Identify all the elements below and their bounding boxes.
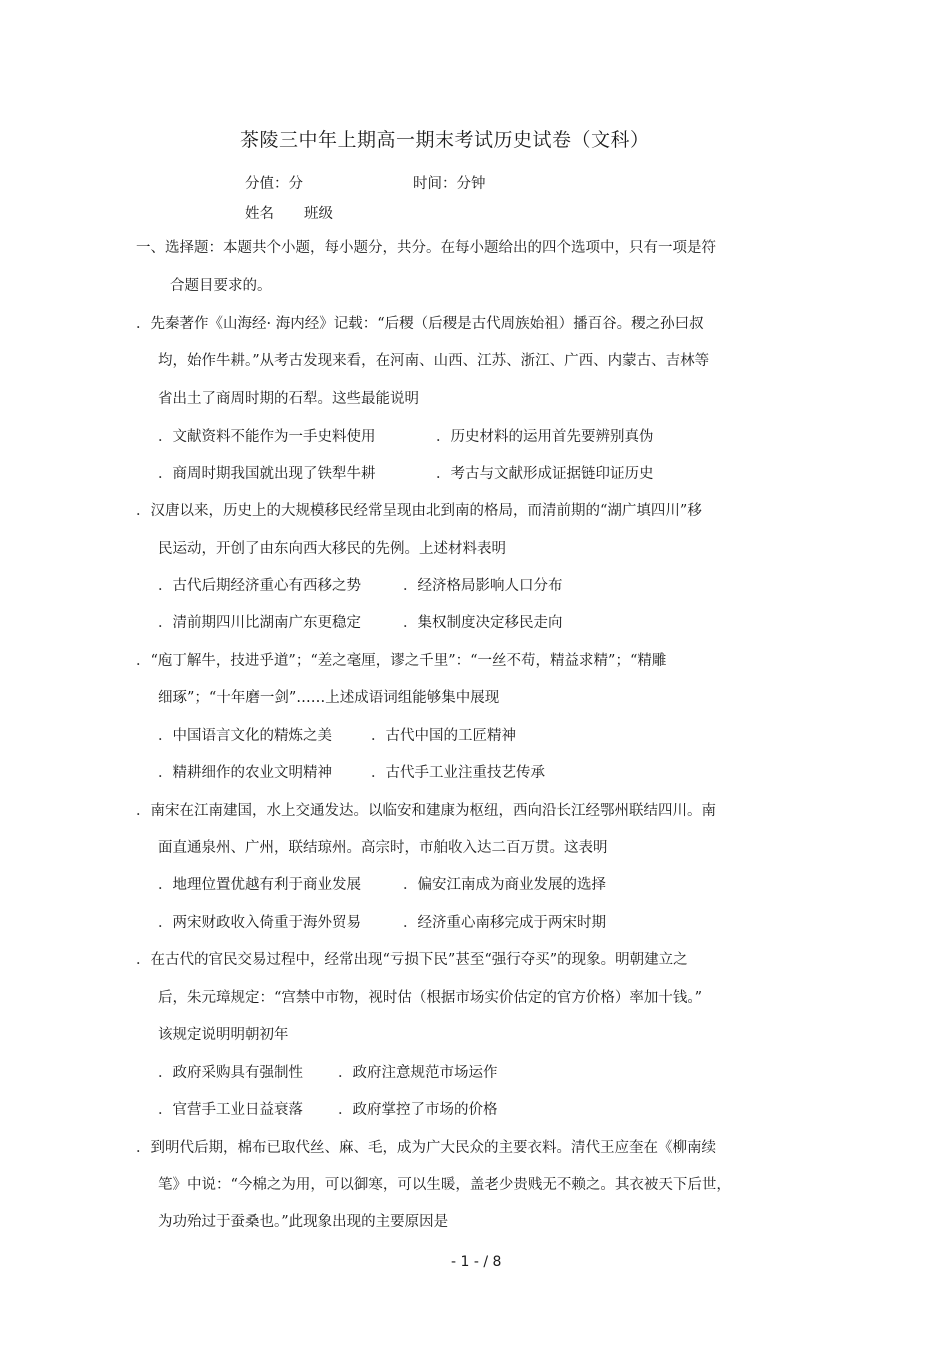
option-a: ．地理位置优越有利于商业发展: [158, 877, 361, 893]
option-d: ．集权制度决定移民走向: [403, 615, 563, 631]
question-stem-line: 后，朱元璋规定：“宫禁中市物，视时估（根据市场实价估定的官方价格）率加十钱。”: [158, 990, 703, 1006]
section-heading-line1: 一、选择题：本题共个小题，每小题分，共分。在每小题给出的四个选项中，只有一项是符: [136, 240, 716, 256]
option-c: ．精耕细作的农业文明精神: [158, 765, 332, 781]
score-label: 分值：分: [245, 176, 303, 192]
option-d: ．古代手工业注重技艺传承: [371, 765, 545, 781]
option-a: ．古代后期经济重心有西移之势: [158, 578, 361, 594]
option-a: ．中国语言文化的精炼之美: [158, 728, 332, 744]
question-stem-line: 细琢”；“十年磨一剑”……上述成语词组能够集中展现: [158, 690, 500, 706]
question-stem-line: 面直通泉州、广州，联结琼州。高宗时，市舶收入达二百万贯。这表明: [158, 840, 608, 856]
question-stem-line: ．南宋在江南建国，水上交通发达。以临安和建康为枢纽，西向沿长江经鄂州联结四川。南: [136, 803, 716, 819]
option-d: ．经济重心南移完成于两宋时期: [403, 915, 606, 931]
question-stem-line: ．汉唐以来，历史上的大规模移民经常呈现由北到南的格局，而清前期的“湖广填四川”移: [136, 503, 702, 519]
question-stem-line: ．先秦著作《山海经· 海内经》记载：“后稷（后稷是古代周族始祖）播百谷。稷之孙曰叔: [136, 316, 704, 332]
question-stem-line: 该规定说明明朝初年: [158, 1027, 289, 1043]
option-c: ．清前期四川比湖南广东更稳定: [158, 615, 361, 631]
question-stem-line: ．在古代的官民交易过程中，经常出现“亏损下民”甚至“强行夺买”的现象。明朝建立之: [136, 952, 688, 968]
time-label: 时间：分钟: [413, 176, 486, 192]
name-label: 姓名: [245, 206, 274, 222]
class-label: 班级: [304, 206, 333, 222]
option-c: ．两宋财政收入倚重于海外贸易: [158, 915, 361, 931]
option-b: ．历史材料的运用首先要辨别真伪: [436, 429, 654, 445]
section-heading-line2: 合题目要求的。: [170, 278, 272, 294]
question-stem-line: 省出土了商周时期的石犁。这些最能说明: [158, 391, 419, 407]
option-b: ．政府注意规范市场运作: [338, 1065, 498, 1081]
option-b: ．偏安江南成为商业发展的选择: [403, 877, 606, 893]
question-stem-line: 均，始作牛耕。”从考古发现来看，在河南、山西、江苏、浙江、广西、内蒙古、吉林等: [158, 353, 710, 369]
option-b: ．经济格局影响人口分布: [403, 578, 563, 594]
option-a: ．文献资料不能作为一手史料使用: [158, 429, 376, 445]
option-d: ．考古与文献形成证据链印证历史: [436, 466, 654, 482]
option-c: ．商周时期我国就出现了铁犁牛耕: [158, 466, 376, 482]
option-d: ．政府掌控了市场的价格: [338, 1102, 498, 1118]
option-b: ．古代中国的工匠精神: [371, 728, 516, 744]
question-stem-line: 民运动，开创了由东向西大移民的先例。上述材料表明: [158, 541, 506, 557]
exam-title: 茶陵三中年上期高一期末考试历史试卷（文科）: [240, 129, 650, 151]
page-number: - 1 - / 8: [451, 1254, 502, 1270]
option-c: ．官营手工业日益衰落: [158, 1102, 303, 1118]
option-a: ．政府采购具有强制性: [158, 1065, 303, 1081]
question-stem-line: ．到明代后期，棉布已取代丝、麻、毛，成为广大民众的主要衣料。清代王应奎在《柳南续: [136, 1140, 716, 1156]
question-stem-line: ．“庖丁解牛，技进乎道”；“差之毫厘，谬之千里”：“一丝不苟，精益求精”；“精雕: [136, 653, 667, 669]
question-stem-line: 笔》中说：“今棉之为用，可以御寒，可以生暖，盖老少贵贱无不赖之。其衣被天下后世，: [158, 1177, 731, 1193]
question-stem-line: 为功殆过于蚕桑也。”此现象出现的主要原因是: [158, 1214, 449, 1230]
